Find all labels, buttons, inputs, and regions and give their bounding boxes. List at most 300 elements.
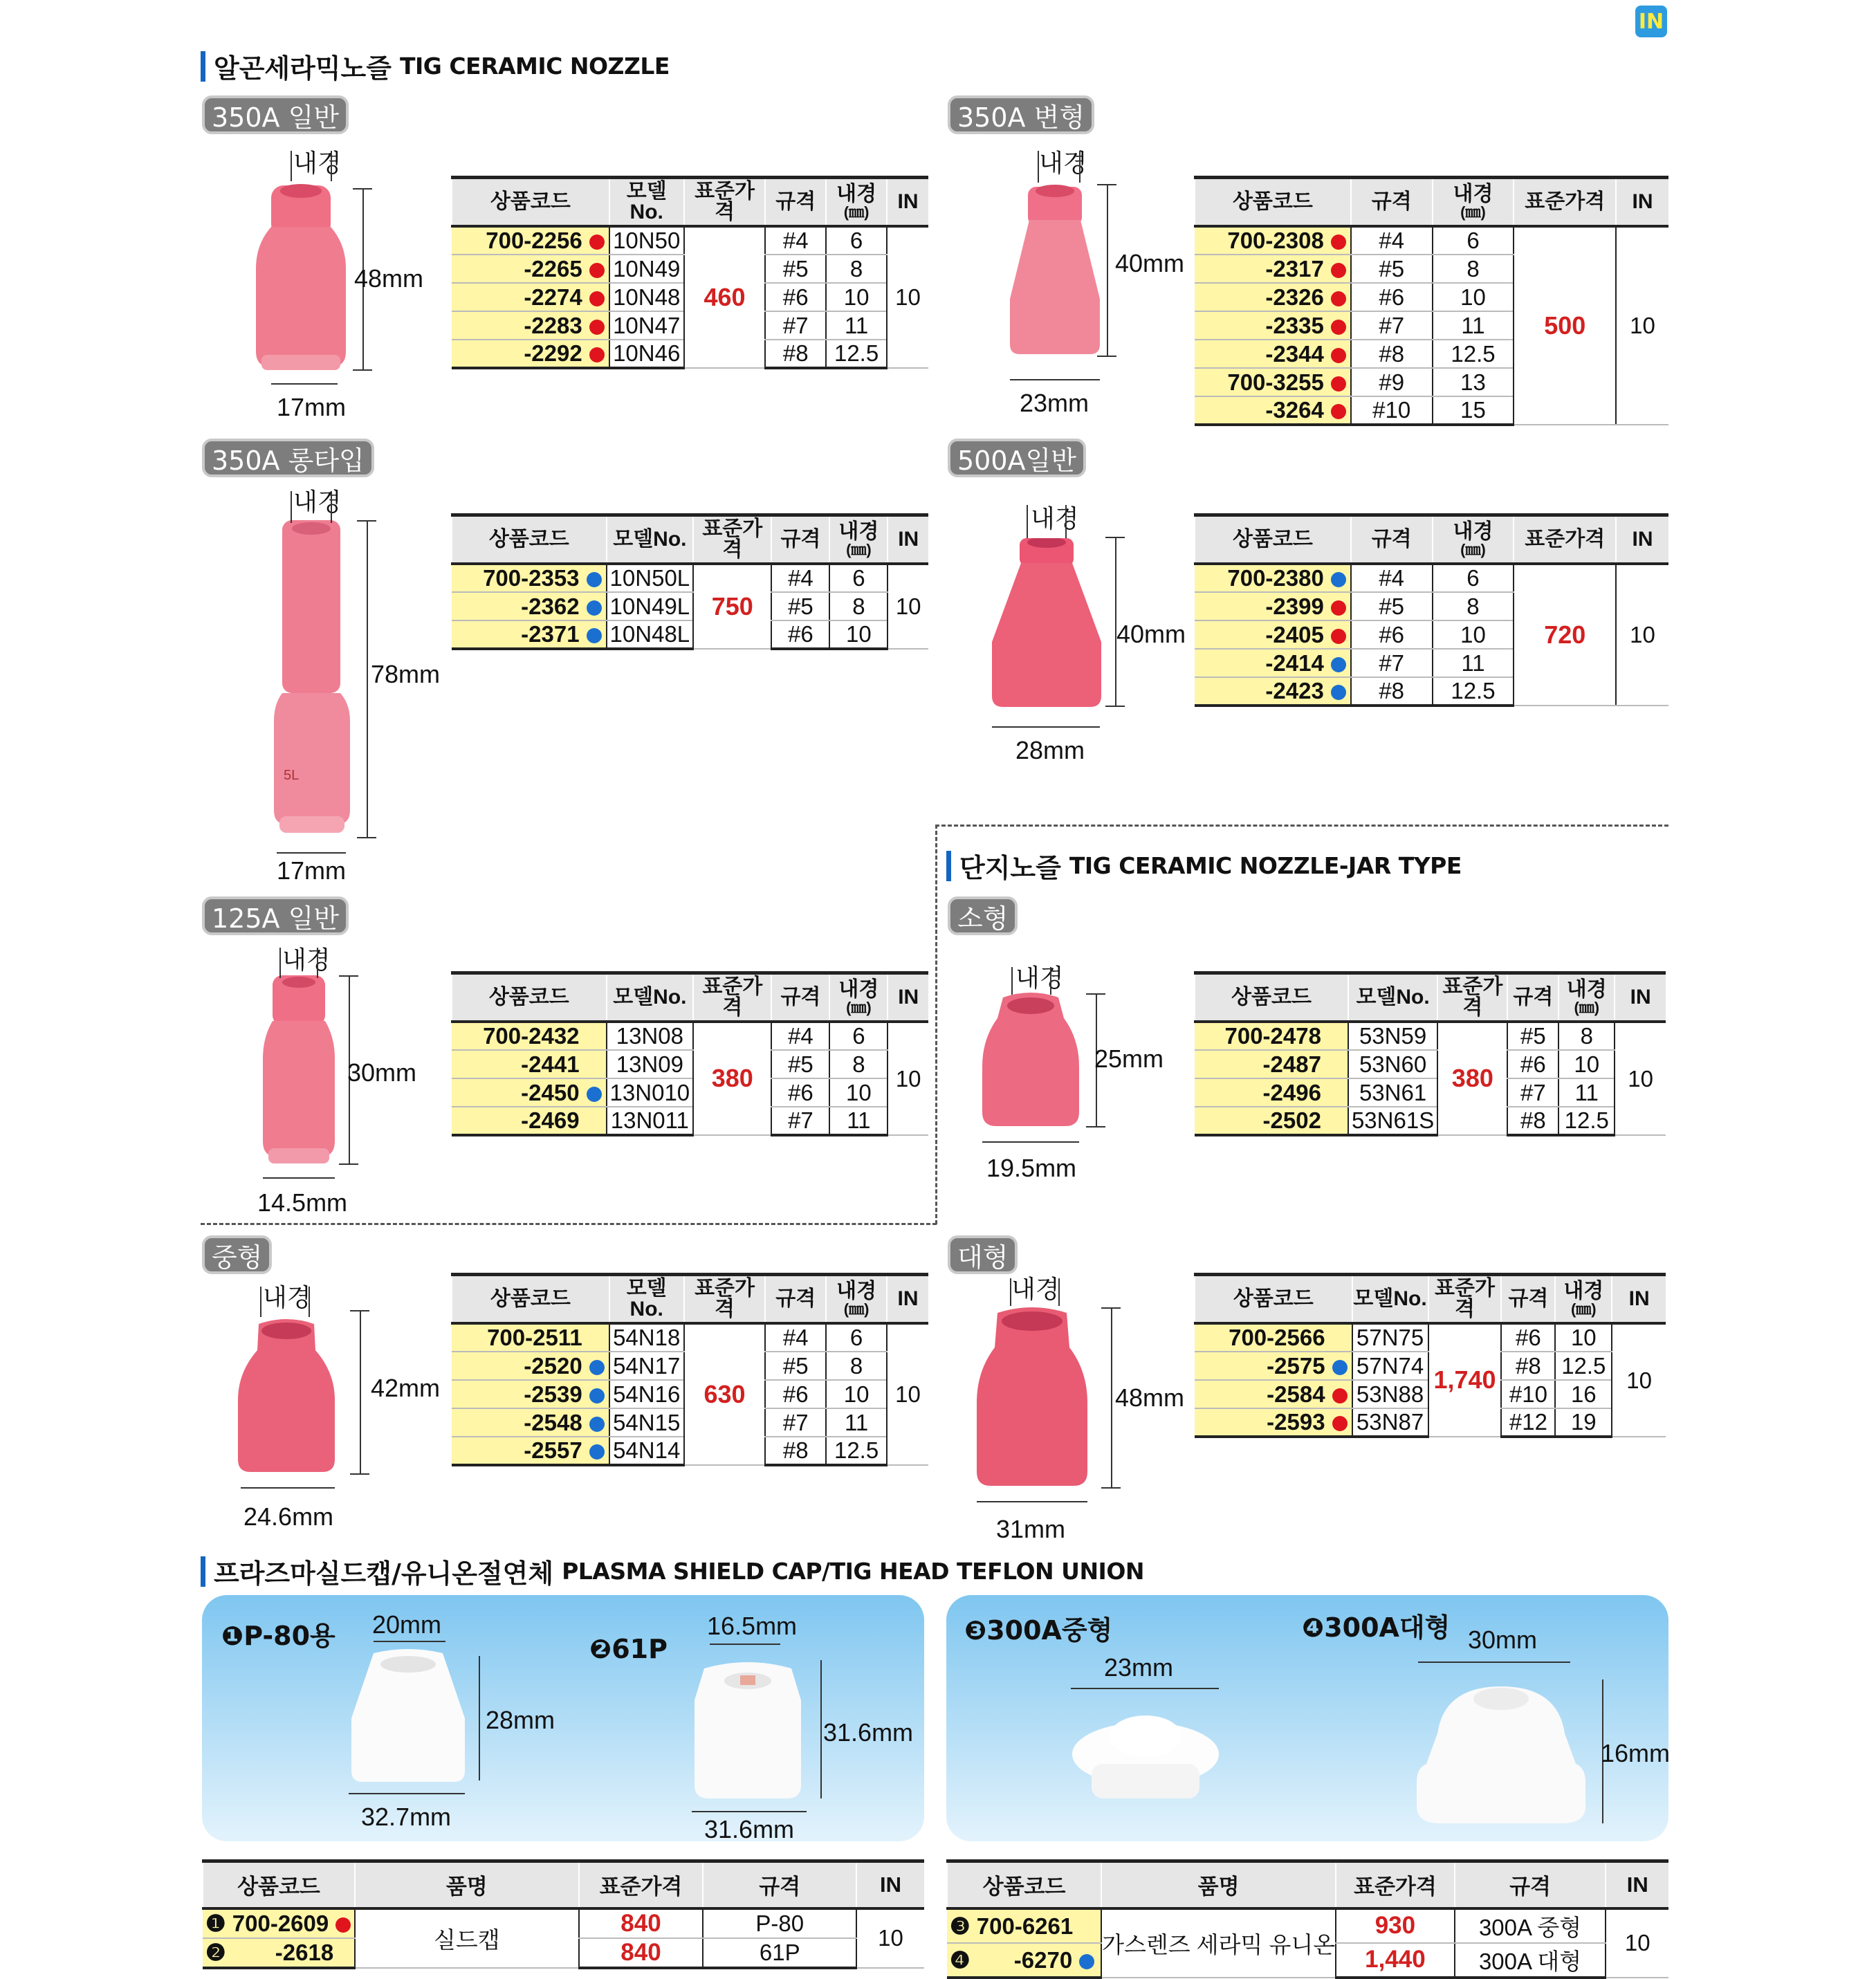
product-label bbox=[1302, 1606, 1450, 1644]
bore: 12.5 bbox=[1433, 340, 1514, 368]
product-code: 700-2353 bbox=[483, 565, 580, 591]
dim-line bbox=[291, 491, 292, 523]
dim-line bbox=[1101, 1487, 1121, 1489]
header-model: 모델No. bbox=[607, 973, 694, 1022]
product-code: -2317 bbox=[1265, 255, 1324, 282]
number-badge: ❹ bbox=[950, 1946, 971, 1973]
stock-dot-red bbox=[1331, 600, 1346, 616]
section-title-plasma bbox=[201, 1552, 1144, 1590]
header-bore bbox=[1433, 178, 1514, 226]
width-dim: 28mm bbox=[1015, 736, 1085, 764]
dim-line bbox=[1050, 967, 1051, 995]
spec: #5 bbox=[765, 255, 826, 283]
header-spec: 규격 bbox=[1507, 973, 1558, 1022]
height-dim: 42mm bbox=[371, 1374, 441, 1402]
header-code: 상품코드 bbox=[452, 973, 607, 1022]
bore: 8 bbox=[829, 1050, 888, 1078]
product-label-text: 300A중형 bbox=[986, 1615, 1113, 1646]
header-bore bbox=[826, 1275, 887, 1323]
stock-dot-none bbox=[587, 1058, 602, 1074]
product-name: 실드캡 bbox=[355, 1908, 579, 1968]
product-code: 700-6261 bbox=[976, 1913, 1074, 1939]
model: 10N49L bbox=[607, 592, 694, 620]
brand-badge: IN bbox=[1635, 6, 1667, 37]
dim-line bbox=[1101, 1307, 1121, 1309]
model: 53N87 bbox=[1352, 1408, 1428, 1437]
height-dim: 16mm bbox=[1601, 1739, 1671, 1767]
header-spec: 규격 bbox=[765, 1275, 826, 1323]
stock-dot-red bbox=[589, 263, 605, 278]
header-code: 상품코드 bbox=[1195, 515, 1351, 564]
stock-dot-blue bbox=[587, 1087, 602, 1102]
dim-line bbox=[1079, 151, 1080, 183]
header-spec: 규격 bbox=[771, 515, 829, 564]
product-code: -2399 bbox=[1265, 593, 1324, 619]
in-qty: 10 bbox=[1615, 1022, 1666, 1135]
number-badge: ❸ bbox=[950, 1913, 971, 1939]
price: 380 bbox=[693, 1022, 771, 1135]
product-code-cell bbox=[1195, 226, 1351, 255]
spec: #9 bbox=[1351, 368, 1433, 396]
header-model: 모델No. bbox=[609, 178, 684, 226]
model: 53N60 bbox=[1348, 1050, 1437, 1078]
product-code: -2618 bbox=[275, 1940, 334, 1965]
dim-line bbox=[317, 948, 318, 978]
bore: 6 bbox=[829, 564, 888, 592]
section-bar bbox=[201, 51, 205, 82]
product-code: -6270 bbox=[1013, 1946, 1073, 1973]
spec: P-80 bbox=[703, 1908, 856, 1938]
model: 57N75 bbox=[1352, 1323, 1428, 1352]
spec: 300A 대형 bbox=[1455, 1943, 1606, 1978]
product-code: -2584 bbox=[1267, 1381, 1325, 1407]
product-code: -2326 bbox=[1265, 284, 1324, 310]
header-bore-unit: (㎜) bbox=[843, 1300, 870, 1318]
header-bore-unit: (㎜) bbox=[843, 203, 870, 221]
bore: 12.5 bbox=[826, 1437, 887, 1465]
spec: #5 bbox=[1351, 255, 1433, 283]
header-in: IN bbox=[856, 1861, 924, 1908]
header-price: 표준가격 bbox=[1514, 178, 1616, 226]
category-label: 소형 bbox=[948, 896, 1018, 935]
header-in: IN bbox=[887, 1275, 928, 1323]
model: 54N16 bbox=[609, 1380, 684, 1408]
spec: #8 bbox=[765, 1437, 826, 1465]
table-row bbox=[452, 564, 928, 592]
product-code-cell bbox=[452, 1408, 609, 1437]
product-table bbox=[1194, 513, 1668, 707]
product-code: -2405 bbox=[1265, 621, 1324, 647]
stock-dot-blue bbox=[587, 572, 602, 587]
dim-line bbox=[1010, 379, 1100, 380]
product-code-cell bbox=[452, 1437, 609, 1465]
stock-dot-red bbox=[1331, 320, 1346, 335]
nozzle-image bbox=[982, 991, 1079, 1129]
product-table bbox=[451, 513, 928, 650]
table-row bbox=[452, 226, 928, 255]
table-row bbox=[452, 592, 928, 620]
spec: #7 bbox=[765, 1408, 826, 1437]
category-label: 대형 bbox=[948, 1235, 1018, 1274]
header-bore-unit: (㎜) bbox=[1570, 1300, 1597, 1318]
dim-line bbox=[1418, 1662, 1570, 1663]
stock-dot-none bbox=[589, 1332, 605, 1347]
bore: 11 bbox=[1433, 649, 1514, 677]
product-code-cell bbox=[1195, 1022, 1348, 1050]
bore: 6 bbox=[1433, 226, 1514, 255]
spec: #4 bbox=[771, 1022, 829, 1050]
header-bore-label: 내경 bbox=[1563, 1279, 1604, 1303]
price: 1,740 bbox=[1428, 1323, 1502, 1437]
shield-cap-table bbox=[202, 1859, 924, 1969]
dim-line bbox=[820, 1660, 822, 1798]
product-code: 700-2380 bbox=[1227, 565, 1324, 591]
category-label: 350A 변형 bbox=[948, 95, 1094, 134]
header-model: 모델No. bbox=[1348, 973, 1437, 1022]
dim-line bbox=[277, 852, 346, 854]
section-title-ko: 단지노즐 bbox=[959, 853, 1061, 883]
width-dim: 23mm bbox=[1020, 389, 1089, 417]
in-qty: 10 bbox=[887, 226, 928, 368]
dim-line bbox=[1086, 993, 1105, 995]
product-code: -2575 bbox=[1267, 1352, 1325, 1379]
dim-line bbox=[1010, 1278, 1011, 1306]
stock-dot-blue bbox=[589, 1444, 605, 1460]
table-row bbox=[452, 1022, 928, 1050]
bore: 6 bbox=[826, 1323, 887, 1352]
bore: 11 bbox=[829, 1107, 888, 1135]
number-badge: ❹ bbox=[1302, 1612, 1325, 1643]
header-bore-label: 내경 bbox=[836, 1279, 877, 1303]
spec: #8 bbox=[765, 340, 826, 368]
header-spec: 규격 bbox=[1455, 1861, 1606, 1908]
in-qty: 10 bbox=[887, 1323, 928, 1465]
dim-line bbox=[1105, 537, 1125, 538]
dim-line bbox=[263, 1177, 335, 1179]
union-image bbox=[1417, 1685, 1585, 1826]
model: 10N49 bbox=[609, 255, 684, 283]
category-label: 125A 일반 bbox=[202, 896, 349, 935]
product-code: -2548 bbox=[524, 1409, 582, 1435]
header-bore-label: 내경 bbox=[1453, 519, 1493, 543]
header-bore-unit: (㎜) bbox=[846, 540, 872, 558]
model: 53N61 bbox=[1348, 1078, 1437, 1107]
header-bore-label: 내경 bbox=[838, 519, 879, 543]
dim-line bbox=[479, 1656, 480, 1780]
product-code: -2292 bbox=[524, 340, 582, 366]
model: 13N08 bbox=[607, 1022, 694, 1050]
table-row bbox=[1195, 1107, 1666, 1135]
table-row bbox=[947, 1908, 1668, 1943]
nozzle-image bbox=[263, 975, 335, 1166]
header-bore-label: 내경 bbox=[1453, 182, 1493, 205]
nozzle-image bbox=[977, 1302, 1087, 1489]
dim-line bbox=[309, 1287, 310, 1317]
section-bar bbox=[946, 851, 951, 881]
product-code: -2469 bbox=[521, 1107, 580, 1133]
product-code-cell bbox=[1195, 1323, 1352, 1352]
header-price: 표준가격 bbox=[1336, 1861, 1454, 1908]
product-code: -2557 bbox=[524, 1437, 582, 1463]
header-name: 품명 bbox=[355, 1861, 579, 1908]
section-title-argon bbox=[201, 47, 670, 85]
stock-dot-blue bbox=[589, 1417, 605, 1432]
dim-line bbox=[349, 1793, 465, 1794]
price: 840 bbox=[579, 1908, 704, 1938]
header-spec: 규격 bbox=[1351, 178, 1433, 226]
width-dim: 31mm bbox=[996, 1515, 1066, 1543]
product-code: -2414 bbox=[1265, 650, 1324, 676]
bore-label: 내경 bbox=[1015, 964, 1064, 992]
section-title-en: TIG CERAMIC NOZZLE bbox=[399, 53, 670, 80]
bore: 11 bbox=[826, 1408, 887, 1437]
stock-dot-blue bbox=[589, 1360, 605, 1375]
bore-label: 내경 bbox=[293, 488, 342, 516]
stock-dot-red bbox=[589, 234, 605, 250]
product-table bbox=[451, 176, 928, 369]
dim-line bbox=[367, 520, 368, 837]
dim-line bbox=[350, 1473, 369, 1475]
nozzle-image bbox=[238, 1314, 335, 1475]
product-code: -2265 bbox=[524, 255, 582, 282]
category-label: 350A 롱타입 bbox=[202, 439, 374, 477]
table-row bbox=[452, 1107, 928, 1135]
section-title-en: PLASMA SHIELD CAP/TIG HEAD TEFLON UNION bbox=[562, 1558, 1145, 1585]
dim-line bbox=[339, 975, 358, 977]
spec: #10 bbox=[1501, 1380, 1555, 1408]
product-code: 700-2256 bbox=[486, 228, 582, 253]
stock-dot-red bbox=[1331, 629, 1346, 644]
stock-dot-red bbox=[1332, 1416, 1348, 1431]
stock-dot-red bbox=[1332, 1388, 1348, 1403]
spec: #10 bbox=[1351, 396, 1433, 425]
bore: 8 bbox=[1433, 592, 1514, 620]
product-code-cell bbox=[1195, 396, 1351, 425]
stock-dot-blue bbox=[589, 1388, 605, 1403]
spec: #8 bbox=[1351, 677, 1433, 706]
stock-dot-none bbox=[1328, 1087, 1343, 1102]
dim-line bbox=[357, 520, 376, 522]
width-dim: 14.5mm bbox=[257, 1188, 348, 1217]
bore: 11 bbox=[1558, 1078, 1615, 1107]
product-code: -2335 bbox=[1265, 312, 1324, 338]
bore-label: 내경 bbox=[282, 946, 331, 974]
category-label: 350A 일반 bbox=[202, 95, 349, 134]
bore: 10 bbox=[826, 283, 887, 311]
height-dim: 48mm bbox=[1115, 1383, 1185, 1412]
spec: #4 bbox=[771, 564, 829, 592]
header-in: IN bbox=[1616, 178, 1668, 226]
stock-dot-red bbox=[589, 347, 605, 362]
spec: #5 bbox=[771, 1050, 829, 1078]
bore: 11 bbox=[826, 311, 887, 340]
model: 10N47 bbox=[609, 311, 684, 340]
spec: #4 bbox=[765, 226, 826, 255]
stock-dot-red bbox=[589, 320, 605, 335]
product-code: -2344 bbox=[1265, 340, 1324, 367]
width-dim: 32.7mm bbox=[361, 1803, 452, 1831]
product-code: -2593 bbox=[1267, 1409, 1325, 1435]
header-model: 모델No. bbox=[1352, 1275, 1428, 1323]
price: 630 bbox=[684, 1323, 766, 1465]
dim-line bbox=[357, 837, 376, 838]
model: 10N48L bbox=[607, 620, 694, 649]
model: 54N15 bbox=[609, 1408, 684, 1437]
table-row bbox=[1195, 1078, 1666, 1107]
table-row bbox=[452, 1078, 928, 1107]
stock-dot-none bbox=[1328, 1058, 1343, 1074]
product-code: -2520 bbox=[524, 1352, 582, 1379]
product-code: -2283 bbox=[524, 312, 582, 338]
product-code-cell bbox=[452, 1078, 607, 1107]
header-spec: 규격 bbox=[771, 973, 829, 1022]
number-badge: ❸ bbox=[964, 1615, 987, 1646]
price: 460 bbox=[684, 226, 766, 368]
table-row bbox=[1195, 1022, 1666, 1050]
product-code-cell bbox=[1195, 311, 1351, 340]
nozzle-image bbox=[1010, 181, 1100, 358]
dim-line bbox=[1086, 1126, 1105, 1127]
bore-label: 내경 bbox=[293, 149, 342, 177]
product-code-cell bbox=[452, 1050, 607, 1078]
header-model: 모델No. bbox=[609, 1275, 684, 1323]
header-bore bbox=[1433, 515, 1514, 564]
separator-line bbox=[201, 1223, 937, 1225]
dim-line bbox=[1038, 151, 1039, 183]
product-code: -2539 bbox=[524, 1381, 582, 1407]
spec: #6 bbox=[1501, 1323, 1555, 1352]
header-price: 표준가격 bbox=[579, 1861, 704, 1908]
header-price: 표준가격 bbox=[684, 178, 766, 226]
dim-line bbox=[710, 1644, 780, 1645]
header-spec: 규격 bbox=[703, 1861, 856, 1908]
header-price: 표준가격 bbox=[1437, 973, 1507, 1022]
price: 380 bbox=[1437, 1022, 1507, 1135]
in-qty: 10 bbox=[1612, 1323, 1666, 1437]
model: 13N010 bbox=[607, 1078, 694, 1107]
product-code: -2487 bbox=[1262, 1051, 1321, 1077]
product-code: -2502 bbox=[1262, 1107, 1321, 1133]
dim-line bbox=[353, 188, 372, 190]
header-price: 표준가격 bbox=[1514, 515, 1616, 564]
bore-label: 내경 bbox=[1011, 1275, 1060, 1303]
bore: 6 bbox=[1433, 564, 1514, 592]
model: 54N18 bbox=[609, 1323, 684, 1352]
product-name: 가스렌즈 세라믹 유니온 bbox=[1101, 1908, 1336, 1978]
product-code-cell bbox=[203, 1908, 355, 1938]
product-code: 700-2511 bbox=[487, 1325, 582, 1350]
height-dim: 28mm bbox=[486, 1706, 555, 1734]
price: 500 bbox=[1514, 226, 1616, 425]
stock-dot-none bbox=[587, 1030, 602, 1045]
bore-label: 내경 bbox=[1031, 504, 1079, 533]
dim-line bbox=[1058, 1278, 1060, 1306]
bore: 12.5 bbox=[826, 340, 887, 368]
number-badge: ❷ bbox=[205, 1940, 226, 1965]
spec: #5 bbox=[1507, 1022, 1558, 1050]
product-code-cell bbox=[452, 564, 607, 592]
width-dim: 31.6mm bbox=[704, 1815, 795, 1843]
spec: #8 bbox=[1501, 1352, 1555, 1380]
product-code-cell bbox=[1195, 255, 1351, 283]
width-dim: 19.5mm bbox=[986, 1154, 1077, 1182]
header-code: 상품코드 bbox=[203, 1861, 355, 1908]
product-code-cell bbox=[452, 226, 609, 255]
header-spec: 규격 bbox=[1501, 1275, 1555, 1323]
header-bore-label: 내경 bbox=[838, 977, 879, 1001]
spec: #6 bbox=[1351, 620, 1433, 649]
height-dim: 25mm bbox=[1094, 1044, 1164, 1073]
stock-dot-blue bbox=[1332, 1360, 1348, 1375]
product-label bbox=[221, 1614, 335, 1653]
width-dim: 20mm bbox=[372, 1610, 442, 1639]
dim-line bbox=[1111, 1307, 1112, 1487]
spec: #8 bbox=[1507, 1107, 1558, 1135]
header-bore bbox=[1555, 1275, 1612, 1323]
spec: 61P bbox=[703, 1938, 856, 1968]
product-code-cell bbox=[1195, 283, 1351, 311]
product-code: -2362 bbox=[521, 593, 580, 619]
stock-dot-red bbox=[1331, 404, 1346, 419]
stock-dot-none bbox=[587, 1114, 602, 1130]
dim-line bbox=[1097, 184, 1116, 185]
product-code-cell bbox=[947, 1908, 1101, 1943]
width-dim: 23mm bbox=[1104, 1653, 1174, 1682]
product-code: 700-3255 bbox=[1227, 369, 1324, 395]
header-price: 표준가격 bbox=[693, 515, 771, 564]
header-bore bbox=[1558, 973, 1615, 1022]
model: 10N50L bbox=[607, 564, 694, 592]
separator-line bbox=[935, 825, 1668, 827]
model: 53N88 bbox=[1352, 1380, 1428, 1408]
product-code-cell bbox=[1195, 564, 1351, 592]
dim-line bbox=[279, 948, 281, 978]
spec: 300A 중형 bbox=[1455, 1908, 1606, 1943]
spec: #7 bbox=[1351, 311, 1433, 340]
header-code: 상품코드 bbox=[452, 515, 607, 564]
number-badge: ❷ bbox=[589, 1634, 612, 1664]
product-table bbox=[451, 971, 928, 1136]
header-in: IN bbox=[1606, 1861, 1668, 1908]
product-code: 700-2478 bbox=[1224, 1023, 1321, 1049]
in-qty: 10 bbox=[888, 564, 928, 649]
nozzle-image bbox=[274, 520, 350, 840]
bore: 6 bbox=[826, 226, 887, 255]
section-bar bbox=[201, 1556, 205, 1587]
product-label-text: 61P bbox=[611, 1634, 668, 1664]
header-bore-unit: (㎜) bbox=[1460, 203, 1486, 221]
height-dim: 48mm bbox=[354, 264, 424, 293]
header-price: 표준가격 bbox=[693, 973, 771, 1022]
spec: #6 bbox=[765, 283, 826, 311]
bore: 19 bbox=[1555, 1408, 1612, 1437]
stock-dot-none bbox=[1328, 1030, 1343, 1045]
dim-line bbox=[1105, 706, 1125, 707]
bore: 10 bbox=[1433, 620, 1514, 649]
bore-label: 내경 bbox=[1039, 149, 1087, 177]
header-spec: 규격 bbox=[1351, 515, 1433, 564]
table-row bbox=[1195, 226, 1668, 255]
dim-line bbox=[992, 726, 1100, 728]
dim-line bbox=[374, 1641, 445, 1642]
product-code: 700-2308 bbox=[1227, 228, 1324, 253]
spec: #5 bbox=[1351, 592, 1433, 620]
section-title-jar bbox=[946, 847, 1462, 885]
header-model: 모델No. bbox=[607, 515, 694, 564]
header-in: IN bbox=[1612, 1275, 1666, 1323]
product-code-cell bbox=[1195, 1380, 1352, 1408]
table-row bbox=[203, 1908, 924, 1938]
